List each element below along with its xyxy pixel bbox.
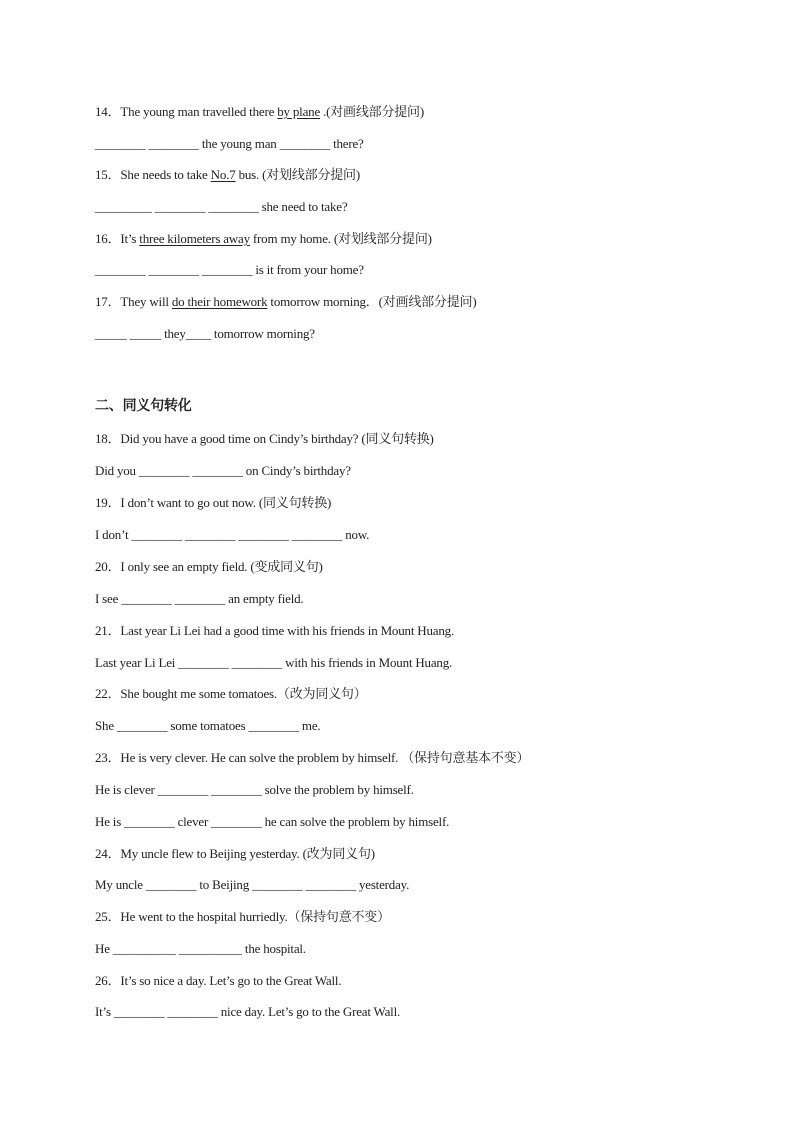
question-text: She needs to take (120, 167, 211, 182)
question-text: It’s (120, 231, 140, 246)
question-number: 17． (95, 294, 121, 309)
question-text: The young man travelled there (120, 104, 278, 119)
question-instruction: from my home. (对划线部分提问) (249, 231, 432, 246)
underlined-phrase: No.7 (210, 167, 236, 182)
answer-22: She ________ some tomatoes ________ me. (95, 718, 321, 733)
question-25: 25．He went to the hospital hurriedly.（保持句意不变） (95, 909, 390, 924)
underlined-phrase: do their homework (171, 294, 268, 309)
question-instruction: bus. (对划线部分提问) (235, 167, 360, 182)
question-number: 14． (95, 104, 121, 119)
question-17 (95, 293, 476, 311)
answer-23b: He is ________ clever ________ he can solve the problem by himself. (95, 814, 450, 829)
question-14 (95, 103, 424, 121)
section-heading: 二、同义句转化 (95, 399, 192, 414)
question-19: 19．I don’t want to go out now. (同义句转换) (95, 495, 332, 510)
question-22: 22．She bought me some tomatoes.（改为同义句） (95, 686, 367, 701)
answer-25: He __________ __________ the hospital. (95, 941, 306, 956)
question-23: 23．He is very clever. He can solve the problem by himself. （保持句意基本不变） (95, 750, 530, 765)
answer-15: _________ ________ ________ she need to take? (95, 199, 348, 214)
question-20: 20．I only see an empty field. (变成同义句) (95, 559, 323, 574)
question-instruction: .(对画线部分提问) (320, 104, 424, 119)
question-18: 18．Did you have a good time on Cindy’s birthday? (同义句转换) (95, 431, 434, 446)
answer-18: Did you ________ ________ on Cindy’s birthday? (95, 463, 351, 478)
underlined-phrase: by plane (277, 104, 321, 119)
answer-16: ________ ________ ________ is it from your home? (95, 262, 364, 277)
answer-19: I don’t ________ ________ ________ ________ now. (95, 527, 370, 542)
question-text: They will (120, 294, 172, 309)
answer-24: My uncle ________ to Beijing ________ ________ yesterday. (95, 877, 410, 892)
answer-21: Last year Li Lei ________ ________ with his friends in Mount Huang. (95, 655, 453, 670)
answer-23a: He is clever ________ ________ solve the problem by himself. (95, 782, 414, 797)
underlined-phrase: three kilometers away (139, 231, 250, 246)
question-number: 15． (95, 167, 121, 182)
question-26: 26．It’s so nice a day. Let’s go to the Great Wall. (95, 973, 342, 988)
question-15 (95, 166, 360, 184)
question-24: 24．My uncle flew to Beijing yesterday. (改为同义句) (95, 846, 375, 861)
answer-14: ________ ________ the young man ________ there? (95, 136, 364, 151)
answer-20: I see ________ ________ an empty field. (95, 591, 304, 606)
question-16 (95, 230, 432, 248)
question-number: 16． (95, 231, 121, 246)
question-instruction: tomorrow morning．(对画线部分提问) (267, 294, 477, 309)
answer-26: It’s ________ ________ nice day. Let’s go to the Great Wall. (95, 1004, 401, 1019)
question-21: 21．Last year Li Lei had a good time with his friends in Mount Huang. (95, 623, 454, 638)
answer-17: _____ _____ they____ tomorrow morning? (95, 326, 315, 341)
